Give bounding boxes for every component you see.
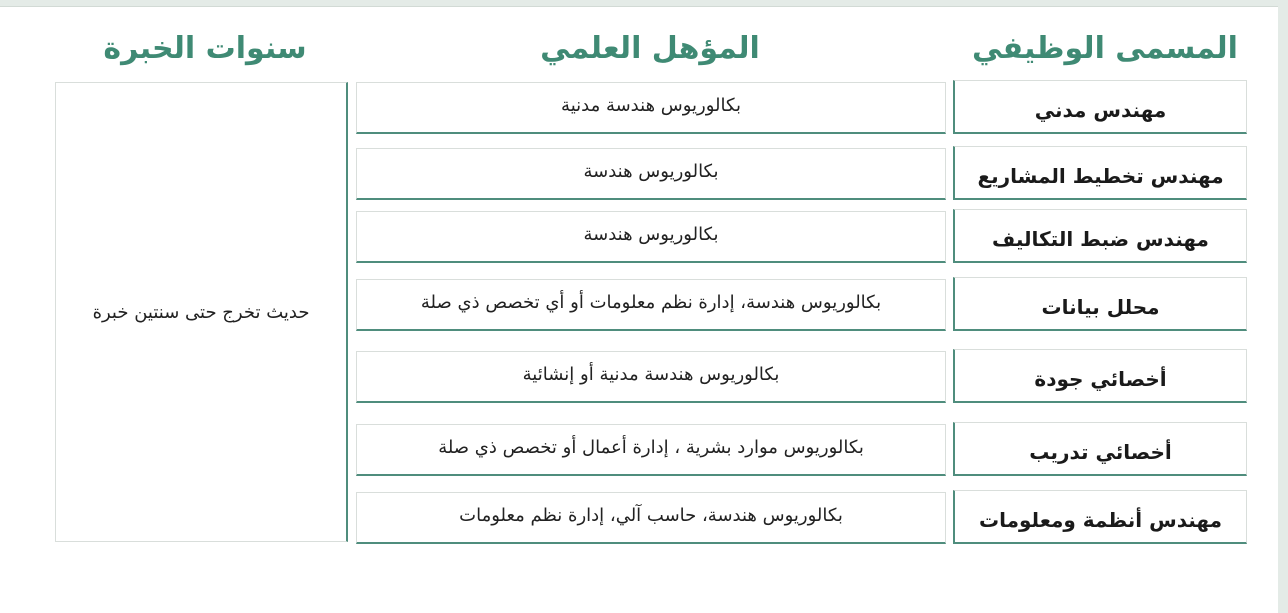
qualification-text: بكالوريوس هندسة xyxy=(583,224,719,245)
job-title-cell xyxy=(953,490,1247,544)
job-title-text: مهندس تخطيط المشاريع xyxy=(977,163,1224,188)
job-title-text: أخصائي جودة xyxy=(1034,366,1167,391)
job-title-text: مهندس أنظمة ومعلومات xyxy=(979,507,1223,532)
qualification-cell xyxy=(356,351,946,403)
job-title-text: مهندس ضبط التكاليف xyxy=(992,226,1209,251)
header-experience: سنوات الخبرة xyxy=(103,31,307,66)
qualification-text: بكالوريوس هندسة مدنية xyxy=(561,95,741,116)
job-title-text: أخصائي تدريب xyxy=(1029,439,1172,464)
qualification-cell xyxy=(356,424,946,476)
job-title-cell xyxy=(953,209,1247,263)
experience-text: حديث تخرج حتى سنتين خبرة xyxy=(92,301,310,323)
qualification-text: بكالوريوس هندسة، إدارة نظم معلومات أو أي تخصص ذي صلة xyxy=(420,292,882,313)
header-qualification: المؤهل العلمي xyxy=(540,31,760,66)
qualification-cell xyxy=(356,82,946,134)
job-title-text: مهندس مدني xyxy=(1034,97,1167,122)
qualification-cell xyxy=(356,279,946,331)
qualification-cell xyxy=(356,148,946,200)
qualification-text: بكالوريوس هندسة، حاسب آلي، إدارة نظم معلومات xyxy=(459,505,843,526)
job-title-cell xyxy=(953,422,1247,476)
qualification-cell xyxy=(356,211,946,263)
job-title-cell xyxy=(953,349,1247,403)
experience-cell xyxy=(55,82,348,542)
header-job-title: المسمى الوظيفي xyxy=(972,31,1238,66)
qualification-cell xyxy=(356,492,946,544)
job-title-cell xyxy=(953,277,1247,331)
job-title-cell xyxy=(953,80,1247,134)
qualification-text: بكالوريوس هندسة xyxy=(583,161,719,182)
job-title-cell xyxy=(953,146,1247,200)
qualification-text: بكالوريوس موارد بشرية ، إدارة أعمال أو تخصص ذي صلة xyxy=(438,437,864,458)
job-title-text: محلل بيانات xyxy=(1041,294,1160,319)
qualification-text: بكالوريوس هندسة مدنية أو إنشائية xyxy=(522,364,780,385)
